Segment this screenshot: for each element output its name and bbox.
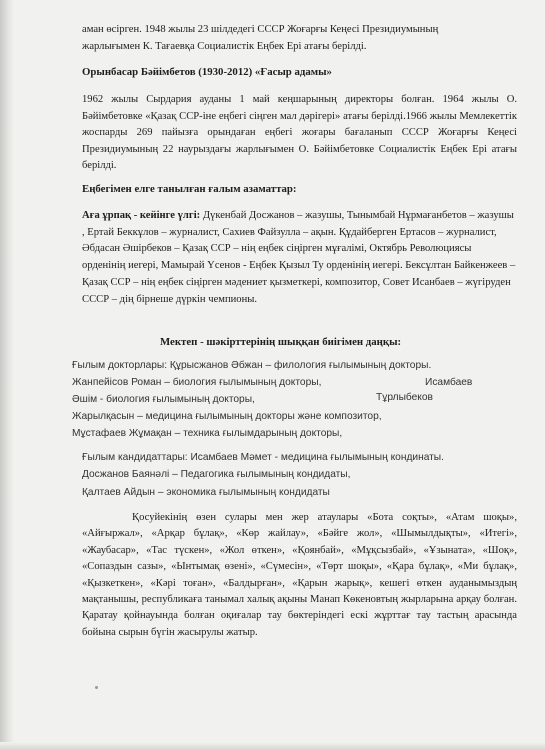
heading-school-pride: Мектеп - шәкірттерінің шыққан биігімен даңқы: bbox=[160, 336, 402, 348]
doctor-line-2: Жанпейісов Роман – биология ғылымының докторы, bbox=[72, 377, 322, 388]
doctor-line-2-tail: Исамбаев bbox=[425, 377, 473, 388]
place-names-text: Қосуйекінің өзен сулары мен жер атаулары «Бота соқты», «Атам шоқы», «Айғыржал», «Арқар бұлақ», «Көр жайлау», «Бәйге жол», «Шымылдықты», «Итегі», «Жаубасар», «Тас түскен», «Жол өткен», «Қоянбай», «Мұқсызбай», «Ұзыната», «Шоқ», «Сопаздын сазы», «Ынтымақ өзені», «Сүмесін», «Төрт шоқы», «Қара бұлақ», «Ми бұлақ», «Қызкеткен», «Кәрі тоған», «Балдырған», «Қарын жарық», кешегі өткен ауданымыздың мақтанышы, республикаға танымал халық ақыны Манап Көкеновтың жырларына арқау болған. Қаратау қойнауында болған оқиғалар тау бөктеріндегі ескі жұрттағ тау тастың арасында бойына сырын бүгін жасырулы жатыр. bbox=[82, 512, 517, 638]
intro-line-1: аман өсірген. 1948 жылы 23 шілдедегі СССР Жоғарғы Кеңесі Президиумының bbox=[82, 24, 439, 35]
doctor-line-3-tail: Тұрлыбеков bbox=[376, 392, 433, 403]
candidate-line-3: Қалтаев Айдын – экономика ғылымының кондидаты bbox=[82, 487, 330, 498]
scan-shadow-left bbox=[0, 0, 14, 750]
intro-paragraph bbox=[82, 22, 517, 55]
doctor-line-1: Ғылым докторлары: Құрысжанов Әбжан – филология ғылымының докторы. bbox=[72, 360, 432, 371]
elders-text: Дүкенбай Досжанов – жазушы, Тынымбай Нұрмағанбетов – жазушы , Ертай Беккұлов – журналист, Сахиев Файзулла – ақын. Құдайберген Ертасов – журналист, Әбдасан Әшірбеков – Қазақ ССР – нің еңбек сіңірген мұғалімі, Октябрь Революциясы орденінің иегері, Мамырай Үсенов - Еңбек Қызыл Ту орденінің иегері. Бексұлтан Байкенжеев – Қазақ ССР – нің еңбек сіңірген мәдениет қызметкері, композитор, Совет Исанбаев – жүгіруден СССР – дің бірнеше дүркін чемпионы. bbox=[82, 210, 516, 305]
baiymbetov-paragraph: 1962 жылы Сырдария ауданы 1 май кеңшарының директоры болған. 1964 жылы О. Бәйімбетовке «Қазақ ССР-іне еңбегі сіңген мал дәрігері» атағы берілді.1966 жылы Мемлекеттік жоспарды 269 пайызға орындаған еңбегі жоғары бағаланып СССР Жоғарғы Кеңесі Президиумының 22 наурыздағы жарлығымен О. Бәйімбетовке Социалистік Еңбек Ері атағы берілді. bbox=[82, 94, 517, 172]
scan-speck bbox=[95, 686, 98, 689]
intro-line-2: жарлығымен К. Тағаевқа Социалистік Еңбек Ері атағы берілді. bbox=[82, 40, 367, 52]
elders-lead: Аға ұрпақ - кейінге үлгі: bbox=[82, 210, 201, 221]
doctor-line-4: Жарылқасын – медицина ғылымының докторы және композитор, bbox=[72, 411, 382, 422]
heading-scientists: Еңбегімен елге танылған ғалым азаматтар: bbox=[82, 183, 297, 195]
heading-baiymbetov: Орынбасар Бәйімбетов (1930-2012) «Ғасыр адамы» bbox=[82, 66, 332, 78]
place-names-paragraph bbox=[82, 510, 517, 641]
doctor-line-3: Әшім - биология ғылымының докторы, bbox=[72, 394, 255, 405]
scan-shadow-bottom bbox=[0, 742, 545, 750]
doctor-line-5: Мұстафаев Жұмақан – техника ғылымдарының докторы, bbox=[72, 428, 343, 439]
candidate-line-2: Досжанов Баянәлі – Педагогика ғылымының кондидаты, bbox=[82, 469, 351, 480]
candidate-line-1: Ғылым кандидаттары: Исамбаев Мәмет - медицина ғылымының кондинаты. bbox=[82, 452, 444, 463]
elders-paragraph bbox=[82, 208, 517, 308]
